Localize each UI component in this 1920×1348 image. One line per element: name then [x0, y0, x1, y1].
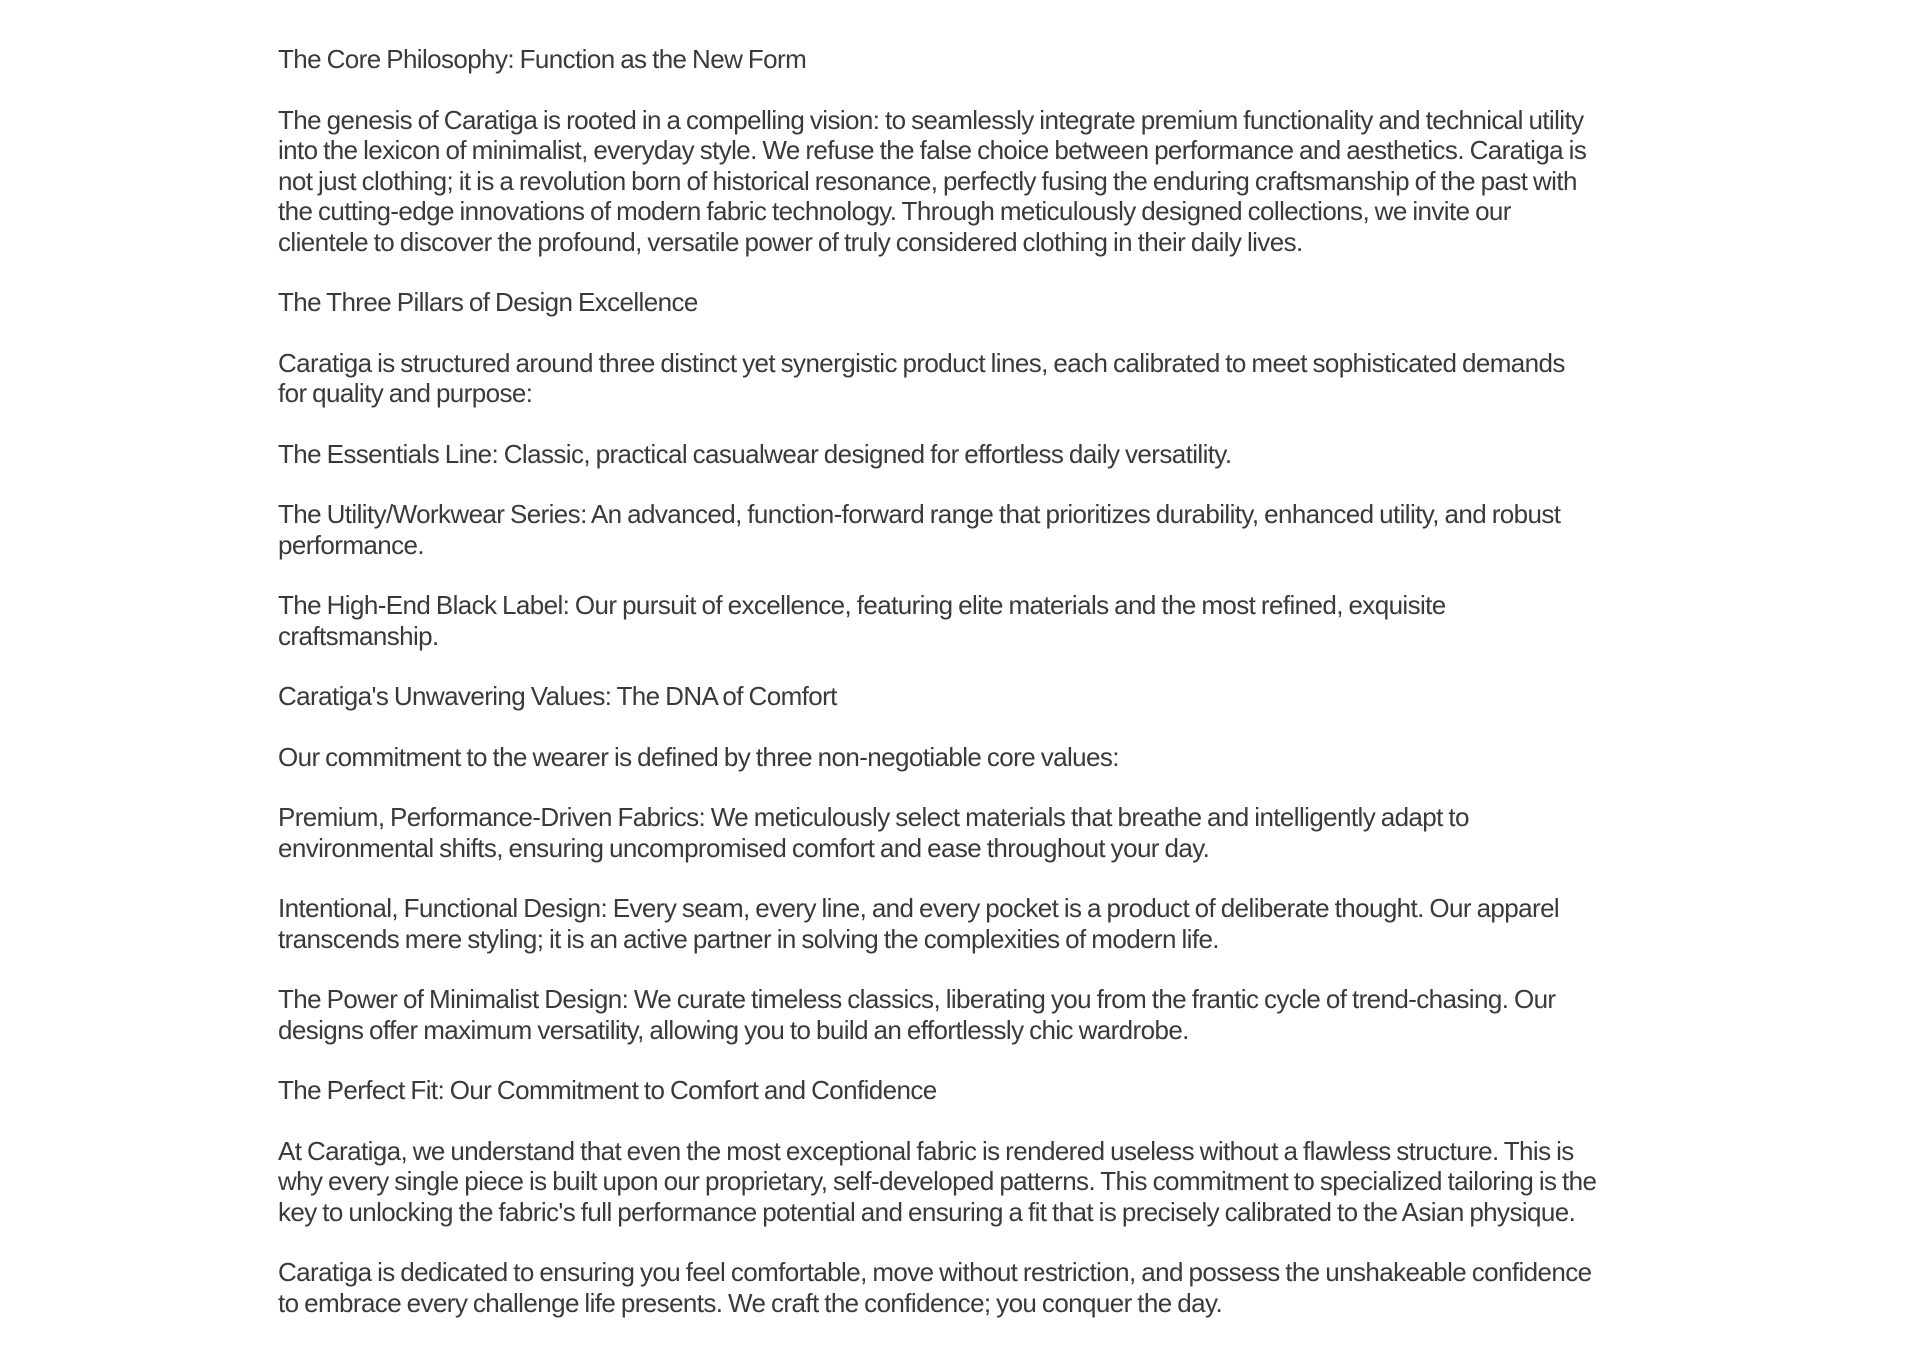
paragraph-utility-workwear-series: The Utility/Workwear Series: An advanced, function-forward range that prioritizes durability, enhanced utility, and robust performance.	[278, 499, 1561, 560]
section-heading-three-pillars: The Three Pillars of Design Excellence	[278, 287, 698, 317]
paragraph-product-lines-intro: Caratiga is structured around three distinct yet synergistic product lines, each calibrated to meet sophisticated demands for quality and purpose:	[278, 347, 1565, 408]
paragraph-minimalist-design-value: The Power of Minimalist Design: We curate timeless classics, liberating you from the frantic cycle of trend-chasing. Our designs offer maximum versatility, allowing you to build an effortlessly chic wardrobe.	[278, 984, 1556, 1045]
section-heading-core-philosophy: The Core Philosophy: Function as the New Form	[278, 44, 807, 74]
paragraph-proprietary-patterns: At Caratiga, we understand that even the most exceptional fabric is rendered useless without a flawless structure. This is why every single piece is built upon our proprietary, self-developed patterns. This commitment to specialized tailoring is the key to unlocking the fabric's full performance potential and ensuring a fit that is precisely calibrated to the Asian physique.	[278, 1135, 1597, 1227]
section-heading-perfect-fit: The Perfect Fit: Our Commitment to Comfort and Confidence	[278, 1075, 937, 1105]
paragraph-closing: Caratiga is dedicated to ensuring you feel comfortable, move without restriction, and possess the unshakeable confidence to embrace every challenge life presents. We craft the confidence; you conquer the day.	[278, 1257, 1592, 1318]
paragraph-fabrics-value: Premium, Performance-Driven Fabrics: We meticulously select materials that breathe and intelligently adapt to environmental shifts, ensuring uncompromised comfort and ease throughout your day.	[278, 802, 1469, 863]
section-heading-values: Caratiga's Unwavering Values: The DNA of Comfort	[278, 681, 837, 711]
paragraph-essentials-line: The Essentials Line: Classic, practical casualwear designed for effortless daily versatility.	[278, 438, 1232, 469]
paragraph-black-label: The High-End Black Label: Our pursuit of excellence, featuring elite materials and the most refined, exquisite craftsmanship.	[278, 590, 1446, 651]
paragraph-values-intro: Our commitment to the wearer is defined by three non-negotiable core values:	[278, 741, 1119, 772]
paragraph-functional-design-value: Intentional, Functional Design: Every seam, every line, and every pocket is a product of deliberate thought. Our apparel transcends mere styling; it is an active partner in solving the complexities of modern life.	[278, 893, 1560, 954]
document-body	[278, 44, 1598, 1348]
paragraph-genesis: The genesis of Caratiga is rooted in a compelling vision: to seamlessly integrate premium functionality and technical utility into the lexicon of minimalist, everyday style. We refuse the false choice between performance and aesthetics. Caratiga is not just clothing; it is a revolution born of historical resonance, perfectly fusing the enduring craftsmanship of the past with the cutting-edge innovations of modern fabric technology. Through meticulously designed collections, we invite our clientele to discover the profound, versatile power of truly considered clothing in their daily lives.	[278, 104, 1587, 257]
